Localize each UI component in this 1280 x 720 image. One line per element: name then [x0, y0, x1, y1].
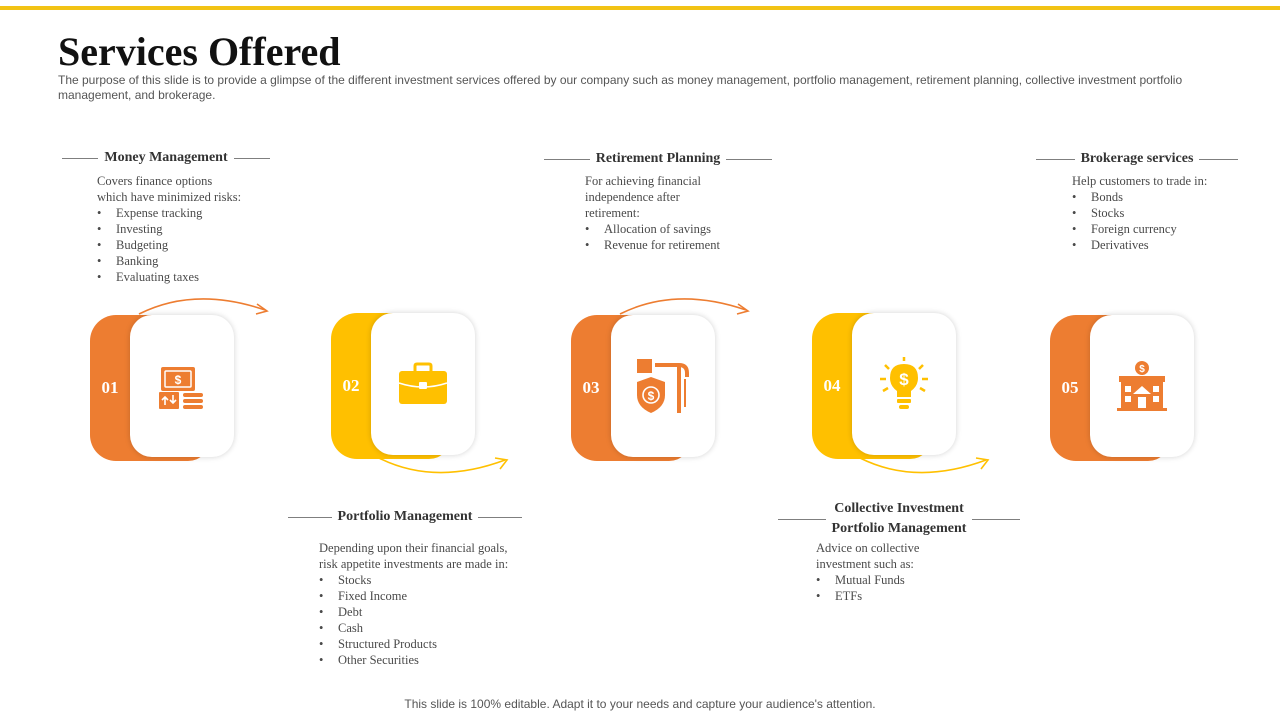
- list-item: • Revenue for retirement: [585, 237, 785, 253]
- heading-rule-right: [726, 159, 772, 160]
- step-card: [852, 313, 956, 455]
- step-03-retirement-planning: [571, 315, 717, 461]
- step-number: 02: [342, 376, 360, 395]
- brokerage-services-description: [1072, 173, 1262, 253]
- money-management-description: [97, 173, 297, 285]
- heading-rule-right: [1199, 159, 1238, 160]
- step-card: [611, 315, 715, 457]
- heading-rule-right: [478, 517, 522, 518]
- brokerage-services-heading: [1036, 149, 1238, 169]
- heading-text: Brokerage services: [1080, 151, 1194, 166]
- heading-text: Portfolio Management: [337, 509, 473, 524]
- heading-rule-left: [1036, 159, 1075, 160]
- heading-rule-left: [778, 519, 826, 520]
- portfolio-management-heading: [288, 507, 522, 527]
- bank-building-icon: [1116, 360, 1168, 412]
- step-04-collective-investment: [812, 313, 958, 459]
- description-intro: For achieving financial independence after retirement:: [585, 174, 701, 220]
- step-card: [1090, 315, 1194, 457]
- description-intro: Advice on collective investment such as:: [816, 541, 920, 571]
- footer-note: This slide is 100% editable. Adapt it to your needs and capture your audience's attention.: [404, 697, 876, 711]
- heading-rule-right: [234, 158, 270, 159]
- heading-line: Portfolio Management: [831, 521, 967, 536]
- money-management-heading: [62, 148, 270, 168]
- heading-text: Money Management: [104, 150, 228, 165]
- collective-investment-heading: [778, 499, 1020, 539]
- page-title: Services Offered: [58, 29, 341, 74]
- bullet-list: [319, 572, 559, 668]
- arrow-step2-to-step3: [375, 452, 515, 482]
- description-intro: Help customers to trade in:: [1072, 174, 1208, 188]
- briefcase-icon: [397, 361, 449, 407]
- step-05-brokerage-services: [1050, 315, 1196, 461]
- svg-text:$: $: [647, 389, 655, 403]
- portfolio-management-description: [319, 540, 559, 668]
- step-number: 05: [1061, 378, 1079, 397]
- list-item: • Other Securities: [319, 652, 559, 668]
- arrow-step3-to-step4: [616, 292, 756, 322]
- list-item: • Foreign currency: [1072, 221, 1262, 237]
- list-item: • Banking: [97, 253, 297, 269]
- step-number: 04: [823, 376, 841, 395]
- collective-investment-description: [816, 540, 1016, 604]
- list-item: • Mutual Funds: [816, 572, 1016, 588]
- list-item: • Fixed Income: [319, 588, 559, 604]
- step-card: [130, 315, 234, 457]
- money-stack-icon: [157, 361, 207, 411]
- step-02-portfolio-management: [331, 313, 477, 459]
- bullet-list: [1072, 189, 1262, 253]
- bullet-list: [816, 572, 1016, 604]
- heading-rule-left: [544, 159, 590, 160]
- list-item: • Budgeting: [97, 237, 297, 253]
- list-item: • Expense tracking: [97, 205, 297, 221]
- heading-text: [826, 499, 973, 539]
- heading-text: Retirement Planning: [595, 151, 721, 166]
- top-accent-bar: [0, 6, 1280, 10]
- lightbulb-dollar-icon: [877, 357, 931, 411]
- list-item: • Structured Products: [319, 636, 559, 652]
- arrow-step1-to-step2: [135, 292, 275, 322]
- list-item: • Allocation of savings: [585, 221, 785, 237]
- heading-line: Collective Investment: [834, 501, 964, 516]
- retirement-planning-description: [585, 173, 785, 253]
- list-item: • Derivatives: [1072, 237, 1262, 253]
- heading-rule-left: [288, 517, 332, 518]
- list-item: • Stocks: [319, 572, 559, 588]
- page-subtitle: The purpose of this slide is to provide a glimpse of the different investment services offered by our company such as money management, portfolio management, retirement planning, collective investment portfolio management, and brokerage.: [58, 73, 1183, 102]
- list-item: • ETFs: [816, 588, 1016, 604]
- list-item: • Debt: [319, 604, 559, 620]
- svg-text:$: $: [1139, 364, 1145, 375]
- svg-text:$: $: [174, 373, 182, 387]
- heading-rule-left: [62, 158, 98, 159]
- list-item: • Stocks: [1072, 205, 1262, 221]
- list-item: • Investing: [97, 221, 297, 237]
- step-01-money-management: [90, 315, 236, 461]
- list-item: • Bonds: [1072, 189, 1262, 205]
- retirement-planning-heading: [544, 149, 772, 169]
- pension-cane-icon: [635, 357, 691, 415]
- list-item: • Evaluating taxes: [97, 269, 297, 285]
- arrow-step4-to-step5: [856, 452, 996, 482]
- list-item: • Cash: [319, 620, 559, 636]
- description-intro: Covers finance options which have minimized risks:: [97, 174, 242, 204]
- step-number: 03: [582, 378, 600, 397]
- bullet-list: [585, 221, 785, 253]
- bullet-list: [97, 205, 297, 285]
- step-card: [371, 313, 475, 455]
- svg-text:$: $: [899, 370, 909, 389]
- step-number: 01: [101, 378, 119, 397]
- heading-rule-right: [972, 519, 1020, 520]
- description-intro: Depending upon their financial goals, risk appetite investments are made in:: [319, 541, 509, 571]
